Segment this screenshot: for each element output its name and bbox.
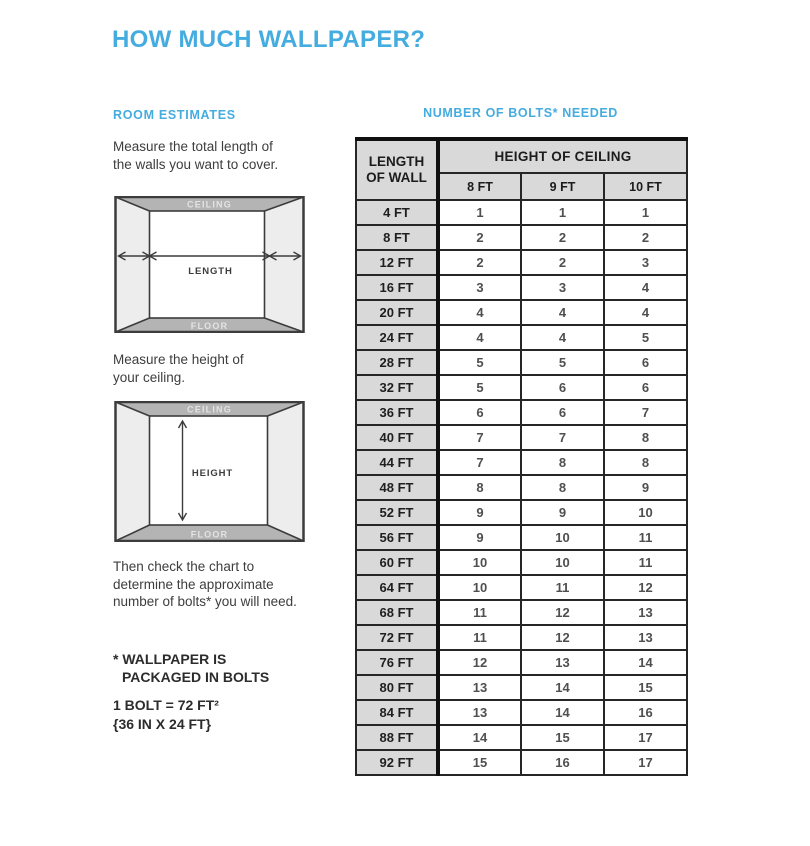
bolt-table-container	[355, 137, 688, 776]
wall-length-cell: 8 FT	[356, 225, 438, 250]
bolt-count-cell: 10	[521, 525, 604, 550]
table-row	[356, 600, 687, 625]
table-row	[356, 300, 687, 325]
bolt-count-cell: 12	[438, 650, 521, 675]
bolt-count-cell: 11	[438, 600, 521, 625]
bolt-count-cell: 2	[438, 225, 521, 250]
floor-label: FLOOR	[190, 529, 229, 540]
length-label: LENGTH	[188, 266, 233, 277]
bolt-count-cell: 17	[604, 725, 687, 750]
bolt-count-cell: 2	[438, 250, 521, 275]
bolt-count-cell: 9	[521, 500, 604, 525]
bolt-count-cell: 12	[521, 625, 604, 650]
bolt-count-cell: 7	[438, 450, 521, 475]
back-wall	[150, 211, 265, 318]
table-row	[356, 375, 687, 400]
table-row	[356, 575, 687, 600]
bolt-count-cell: 6	[521, 400, 604, 425]
bolt-count-cell: 9	[438, 525, 521, 550]
bolt-count-cell: 2	[521, 250, 604, 275]
step-line: Then check the chart to	[113, 559, 255, 574]
wallpaper-bolts-footnote	[113, 650, 269, 686]
bolt-count-cell: 3	[438, 275, 521, 300]
bolt-count-cell: 8	[438, 475, 521, 500]
bolt-count-cell: 5	[604, 325, 687, 350]
wall-length-cell: 92 FT	[356, 750, 438, 775]
bolt-count-cell: 15	[438, 750, 521, 775]
bolt-count-cell: 14	[604, 650, 687, 675]
wall-length-cell: 56 FT	[356, 525, 438, 550]
bolt-table-caption: NUMBER OF BOLTS* NEEDED	[423, 106, 618, 120]
wall-length-cell: 28 FT	[356, 350, 438, 375]
wall-length-cell: 88 FT	[356, 725, 438, 750]
bolt-count-cell: 10	[438, 550, 521, 575]
height-label: HEIGHT	[191, 468, 234, 479]
room-length-diagram	[114, 196, 305, 333]
bolt-count-cell: 5	[438, 350, 521, 375]
table-row	[356, 450, 687, 475]
wall-length-cell: 80 FT	[356, 675, 438, 700]
bolt-count-cell: 16	[604, 700, 687, 725]
bolt-count-cell: 13	[521, 650, 604, 675]
wall-length-cell: 24 FT	[356, 325, 438, 350]
bolt-count-cell: 4	[438, 300, 521, 325]
page-title: HOW MUCH WALLPAPER?	[112, 26, 426, 53]
bolt-count-cell: 5	[521, 350, 604, 375]
bolt-count-cell: 8	[604, 425, 687, 450]
bolt-count-cell: 4	[521, 325, 604, 350]
bolt-info-line: {36 IN X 24 FT}	[113, 715, 212, 732]
bolt-count-cell: 14	[521, 700, 604, 725]
footnote-line: PACKAGED IN BOLTS	[122, 669, 270, 685]
bolt-count-cell: 13	[604, 600, 687, 625]
bolt-count-cell: 4	[438, 325, 521, 350]
height-of-ceiling-header: HEIGHT OF CEILING	[438, 139, 687, 173]
bolt-count-cell: 12	[604, 575, 687, 600]
bolt-count-cell: 4	[604, 300, 687, 325]
wall-length-cell: 52 FT	[356, 500, 438, 525]
floor-label: FLOOR	[190, 321, 229, 331]
table-row	[356, 725, 687, 750]
ceiling-label: CEILING	[187, 199, 232, 210]
bolt-info-line: 1 BOLT = 72 FT²	[113, 697, 219, 713]
bolt-count-cell: 1	[521, 200, 604, 225]
table-row	[356, 750, 687, 775]
bolt-count-cell: 1	[604, 200, 687, 225]
bolt-count-cell: 7	[438, 425, 521, 450]
table-row	[356, 650, 687, 675]
wall-length-cell: 72 FT	[356, 625, 438, 650]
table-row	[356, 200, 687, 225]
bolt-count-cell: 13	[438, 675, 521, 700]
step-line: Measure the height of	[113, 352, 244, 367]
table-row	[356, 350, 687, 375]
bolt-count-cell: 2	[604, 225, 687, 250]
table-row	[356, 475, 687, 500]
column-header-10ft: 10 FT	[604, 173, 687, 200]
bolt-count-cell: 12	[521, 600, 604, 625]
bolt-count-cell: 4	[521, 300, 604, 325]
bolt-count-cell: 8	[521, 450, 604, 475]
step-line: Measure the total length of	[113, 139, 273, 154]
step-line: your ceiling.	[113, 369, 186, 385]
bolt-table-body	[356, 200, 687, 775]
wall-length-cell: 60 FT	[356, 550, 438, 575]
table-row	[356, 275, 687, 300]
bolt-count-cell: 9	[438, 500, 521, 525]
bolt-count-cell: 17	[604, 750, 687, 775]
wall-length-cell: 4 FT	[356, 200, 438, 225]
bolt-count-cell: 11	[604, 550, 687, 575]
table-row	[356, 325, 687, 350]
bolt-count-cell: 2	[521, 225, 604, 250]
bolt-count-cell: 11	[604, 525, 687, 550]
wall-length-cell: 84 FT	[356, 700, 438, 725]
bolt-size-info	[113, 696, 219, 733]
table-row	[356, 675, 687, 700]
table-row	[356, 425, 687, 450]
step-line: the walls you want to cover.	[113, 156, 279, 172]
table-row	[356, 550, 687, 575]
bolt-count-cell: 14	[438, 725, 521, 750]
bolt-count-cell: 7	[604, 400, 687, 425]
corner-header-line: OF WALL	[366, 170, 427, 185]
wall-length-cell: 64 FT	[356, 575, 438, 600]
bolt-count-cell: 9	[604, 475, 687, 500]
table-row	[356, 500, 687, 525]
table-row	[356, 700, 687, 725]
bolt-count-cell: 11	[521, 575, 604, 600]
footnote-line: * WALLPAPER IS	[113, 651, 227, 667]
table-row	[356, 400, 687, 425]
bolt-count-cell: 3	[521, 275, 604, 300]
bolt-count-cell: 15	[521, 725, 604, 750]
wall-length-cell: 32 FT	[356, 375, 438, 400]
bolt-count-cell: 1	[438, 200, 521, 225]
column-header-9ft: 9 FT	[521, 173, 604, 200]
wall-length-cell: 48 FT	[356, 475, 438, 500]
room-estimates-heading: ROOM ESTIMATES	[113, 108, 236, 122]
bolt-count-cell: 16	[521, 750, 604, 775]
bolt-count-cell: 11	[438, 625, 521, 650]
bolt-count-cell: 15	[604, 675, 687, 700]
bolt-count-cell: 6	[521, 375, 604, 400]
bolt-count-cell: 8	[604, 450, 687, 475]
step-measure-length	[113, 138, 338, 173]
bolt-count-cell: 4	[604, 275, 687, 300]
wall-length-cell: 20 FT	[356, 300, 438, 325]
table-row	[356, 625, 687, 650]
bolt-count-cell: 5	[438, 375, 521, 400]
bolt-count-cell: 7	[521, 425, 604, 450]
bolt-count-cell: 10	[604, 500, 687, 525]
step-measure-height	[113, 351, 338, 386]
step-line: number of bolts* you will need.	[113, 594, 297, 609]
bolt-count-cell: 6	[438, 400, 521, 425]
ceiling-label: CEILING	[187, 404, 232, 415]
corner-header-line: LENGTH	[368, 154, 425, 169]
step-line: determine the approximate	[113, 576, 274, 592]
bolt-count-cell: 10	[521, 550, 604, 575]
bolt-count-cell: 8	[521, 475, 604, 500]
corner-header	[356, 139, 438, 200]
bolt-count-cell: 6	[604, 375, 687, 400]
bolt-count-cell: 6	[604, 350, 687, 375]
wall-length-cell: 44 FT	[356, 450, 438, 475]
step-check-chart	[113, 558, 338, 611]
bolt-count-cell: 13	[438, 700, 521, 725]
wall-length-cell: 76 FT	[356, 650, 438, 675]
bolt-count-cell: 14	[521, 675, 604, 700]
table-row	[356, 225, 687, 250]
wall-length-cell: 12 FT	[356, 250, 438, 275]
room-height-diagram	[114, 401, 305, 542]
column-header-8ft: 8 FT	[438, 173, 521, 200]
wall-length-cell: 16 FT	[356, 275, 438, 300]
wall-length-cell: 68 FT	[356, 600, 438, 625]
table-row	[356, 250, 687, 275]
bolt-count-cell: 3	[604, 250, 687, 275]
wall-length-cell: 36 FT	[356, 400, 438, 425]
wall-length-cell: 40 FT	[356, 425, 438, 450]
bolt-count-cell: 10	[438, 575, 521, 600]
bolt-table	[355, 137, 688, 776]
bolt-count-cell: 13	[604, 625, 687, 650]
table-row	[356, 525, 687, 550]
